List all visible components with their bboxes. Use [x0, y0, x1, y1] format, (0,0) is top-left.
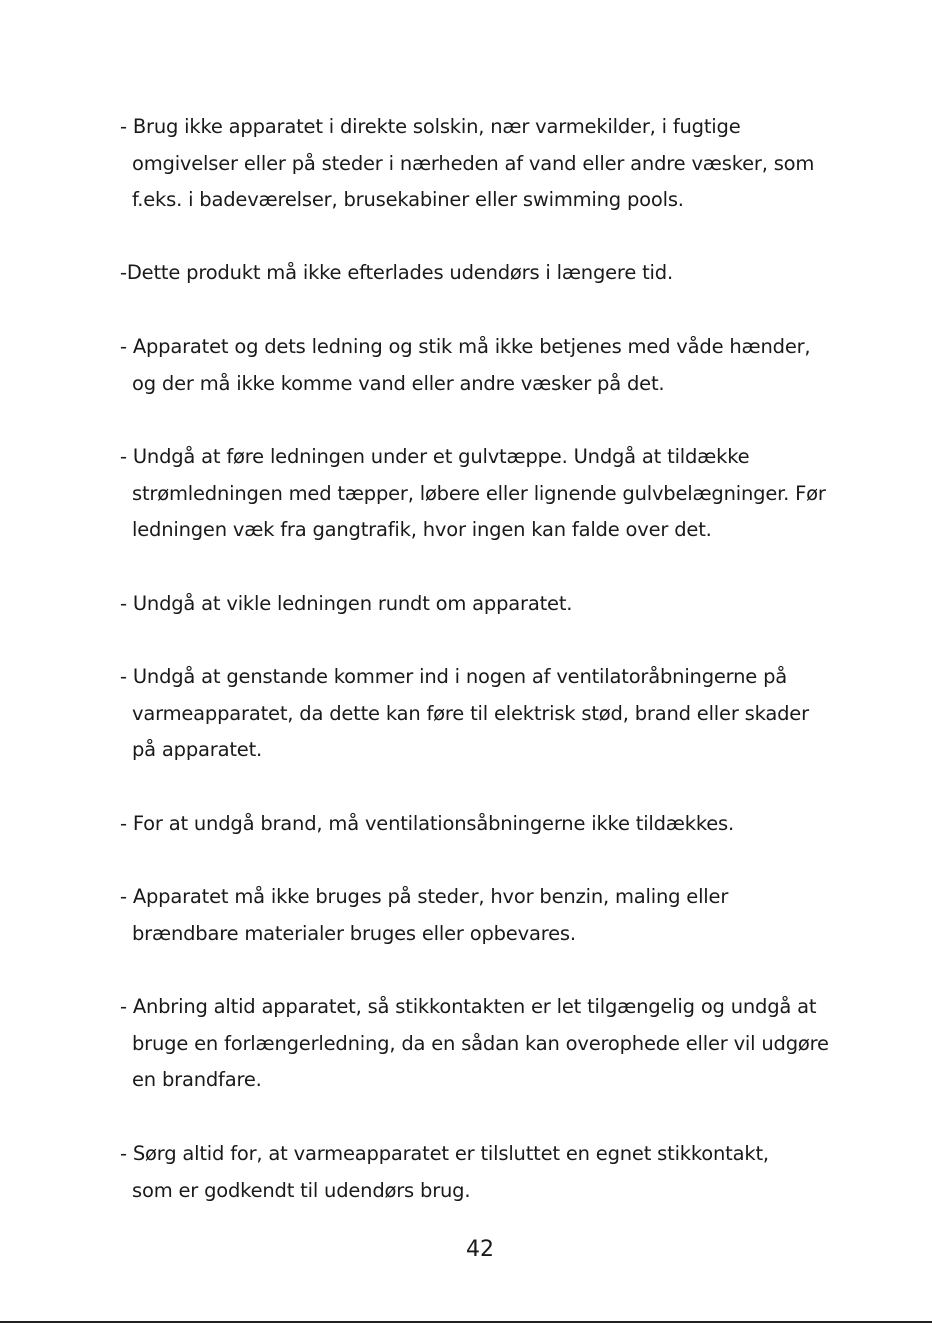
warning-item-cord-wrapping — [120, 586, 840, 623]
text-line: - Undgå at føre ledningen under et gulvtæppe. Undgå at tildække — [120, 445, 750, 468]
text-line: på apparatet. — [132, 738, 263, 762]
text-line: omgivelser eller på steder i nærheden af vand eller andre væsker, som — [132, 151, 815, 175]
text-line: - Anbring altid apparatet, så stikkontakten er let tilgængelig og undgå at — [120, 995, 817, 1018]
warning-item-cover-vents — [120, 806, 840, 843]
text-line: - Brug ikke apparatet i direkte solskin, nær varmekilder, i fugtige — [120, 115, 741, 138]
text-line: - Sørg altid for, at varmeapparatet er tilsluttet en egnet stikkontakt, — [120, 1142, 769, 1165]
text-line: - Undgå at vikle ledningen rundt om apparatet. — [120, 592, 573, 615]
text-line: - Undgå at genstande kommer ind i nogen af ventilatoråbningerne på — [120, 665, 788, 688]
warning-item-outdoors — [120, 255, 840, 292]
text-line: brændbare materialer bruges eller opbevares. — [132, 921, 576, 945]
text-line: bruge en forlængerledning, da en sådan kan overophede eller vil udgøre — [132, 1031, 829, 1055]
text-line: ledningen væk fra gangtrafik, hvor ingen kan falde over det. — [132, 518, 712, 542]
warning-item-wet-hands — [120, 329, 840, 402]
text-line: - Apparatet må ikke bruges på steder, hvor benzin, maling eller — [120, 885, 729, 908]
text-line: og der må ikke komme vand eller andre væsker på det. — [132, 371, 665, 395]
warning-item-outdoor-socket — [120, 1136, 840, 1209]
warning-item-sunlight-moisture — [120, 109, 840, 219]
warning-item-objects-in-vents — [120, 659, 840, 769]
text-line: varmeapparatet, da dette kan føre til elektrisk stød, brand eller skader — [132, 701, 809, 725]
warning-item-extension-cord — [120, 989, 840, 1099]
text-line: - Apparatet og dets ledning og stik må ikke betjenes med våde hænder, — [120, 335, 811, 358]
text-line: som er godkendt til udendørs brug. — [132, 1178, 471, 1202]
warning-item-cord-under-carpet — [120, 439, 840, 549]
text-line: f.eks. i badeværelser, brusekabiner eller swimming pools. — [132, 188, 684, 212]
text-line: strømledningen med tæpper, løbere eller lignende gulvbelægninger. Før — [132, 481, 826, 505]
warning-item-flammables — [120, 879, 840, 952]
text-line: en brandfare. — [132, 1068, 262, 1092]
text-line: - For at undgå brand, må ventilationsåbningerne ikke tildækkes. — [120, 812, 734, 835]
page-number: 42 — [466, 1237, 494, 1262]
text-line: -Dette produkt må ikke efterlades udendørs i længere tid. — [120, 261, 673, 284]
